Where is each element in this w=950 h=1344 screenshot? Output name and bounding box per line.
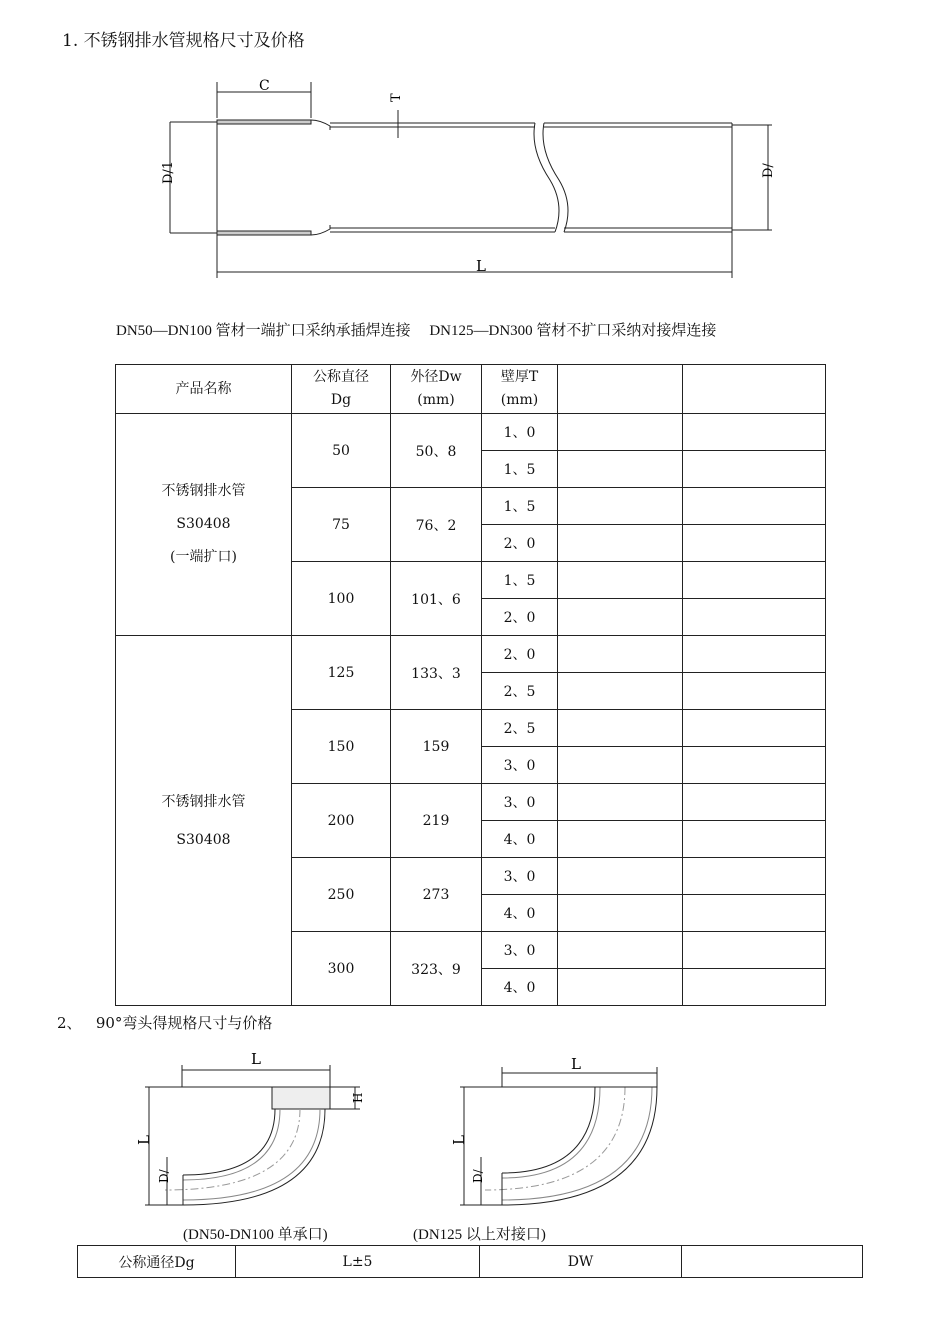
elbow-caption-left: (DN50-DN100 单承口) — [183, 1227, 328, 1243]
header-l: L±5 — [236, 1246, 480, 1278]
t-cell: 1、0 — [482, 414, 558, 451]
header-dg: 公称直径 Dg — [292, 365, 391, 414]
header-dw: 外径Dw (mm) — [391, 365, 482, 414]
header-product: 产品名称 — [116, 365, 292, 414]
label-c: C — [259, 78, 270, 94]
dw-cell: 219 — [391, 784, 482, 858]
elbow-label-l-side-right: L — [450, 1135, 468, 1145]
dg-cell: 75 — [292, 488, 391, 562]
elbow-label-d-right: D/ — [471, 1169, 485, 1183]
dg-cell: 250 — [292, 858, 391, 932]
t-cell: 1、5 — [482, 562, 558, 599]
elbow-label-l-top-left: L — [251, 1050, 261, 1068]
dw-cell: 273 — [391, 858, 482, 932]
dg-cell: 125 — [292, 636, 391, 710]
section-1-title: 1. 不锈钢排水管规格尺寸及价格 — [62, 31, 305, 51]
label-l: L — [476, 257, 486, 275]
t-cell: 1、5 — [482, 451, 558, 488]
elbow-label-l-side-left: L — [135, 1135, 153, 1145]
dg-cell: 50 — [292, 414, 391, 488]
header-empty-1 — [558, 365, 683, 414]
dw-cell: 133、3 — [391, 636, 482, 710]
dg-cell: 300 — [292, 932, 391, 1006]
elbow-drawing — [125, 1045, 685, 1220]
dw-cell: 50、8 — [391, 414, 482, 488]
pipe-drawing — [150, 70, 790, 285]
dg-cell: 200 — [292, 784, 391, 858]
table-row — [116, 414, 826, 451]
t-cell: 4、0 — [482, 895, 558, 932]
t-cell: 2、0 — [482, 636, 558, 673]
elbow-label-h: H — [351, 1092, 365, 1103]
dw-cell: 323、9 — [391, 932, 482, 1006]
header-empty — [682, 1246, 863, 1278]
t-cell: 3、0 — [482, 747, 558, 784]
t-cell: 2、5 — [482, 673, 558, 710]
header-dg: 公称通径Dg — [78, 1246, 236, 1278]
header-dw: DW — [480, 1246, 682, 1278]
dg-cell: 100 — [292, 562, 391, 636]
elbow-spec-table — [77, 1245, 863, 1278]
section-2-title: 2、 90°弯头得规格尺寸与价格 — [57, 1014, 273, 1032]
t-cell: 2、0 — [482, 599, 558, 636]
t-cell: 4、0 — [482, 821, 558, 858]
elbow-label-l-top-right: L — [571, 1055, 581, 1073]
header-empty-2 — [683, 365, 826, 414]
header-t: 壁厚T (mm) — [482, 365, 558, 414]
t-cell: 3、0 — [482, 932, 558, 969]
dw-cell: 76、2 — [391, 488, 482, 562]
label-t: T — [389, 93, 404, 102]
product-cell-2: 不锈钢排水管 S30408 — [116, 636, 292, 1006]
dw-cell: 101、6 — [391, 562, 482, 636]
table-header-row — [78, 1246, 863, 1278]
label-d: D/ — [761, 163, 776, 178]
label-d1: D/1 — [161, 160, 176, 184]
t-cell: 1、5 — [482, 488, 558, 525]
product-cell-1: 不锈钢排水管 S30408 (一端扩口) — [116, 414, 292, 636]
t-cell: 3、0 — [482, 858, 558, 895]
t-cell: 2、0 — [482, 525, 558, 562]
t-cell: 4、0 — [482, 969, 558, 1006]
t-cell: 3、0 — [482, 784, 558, 821]
dw-cell: 159 — [391, 710, 482, 784]
elbow-label-d-left: D/ — [157, 1169, 171, 1183]
table-row — [116, 636, 826, 673]
dg-cell: 150 — [292, 710, 391, 784]
pipe-spec-table — [115, 364, 826, 1006]
t-cell: 2、5 — [482, 710, 558, 747]
elbow-caption-right: (DN125 以上对接口) — [413, 1227, 546, 1243]
table-header-row — [116, 365, 826, 414]
section-1-caption: DN50—DN100 管材一端扩口采纳承插焊连接 DN125—DN300 管材不扩口采纳对接焊连接 — [116, 323, 717, 339]
